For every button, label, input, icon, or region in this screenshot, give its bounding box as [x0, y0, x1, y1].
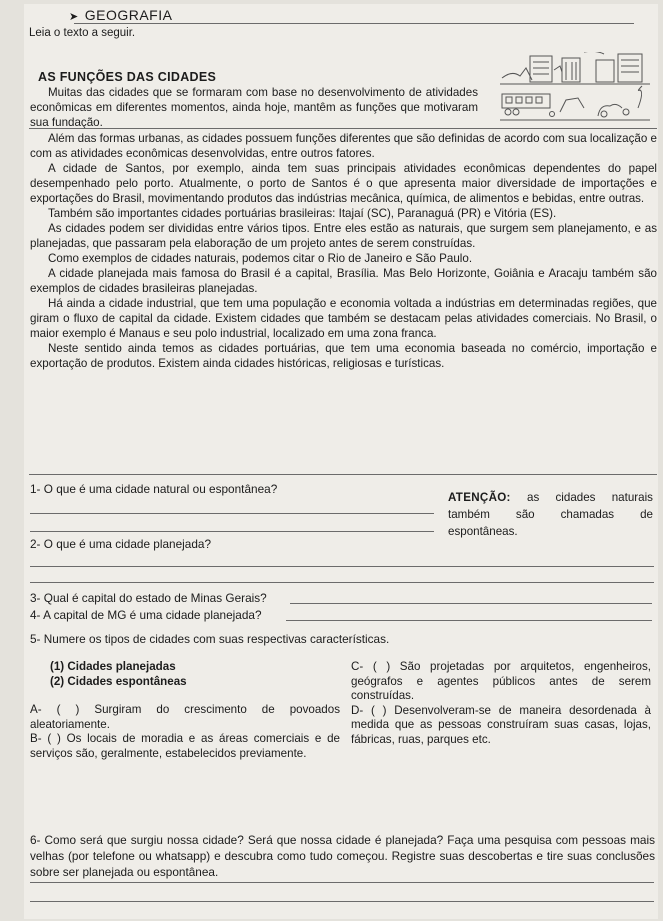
chevron-right-icon: ➤	[69, 11, 79, 23]
article-body	[30, 131, 657, 371]
answer-line-6a[interactable]	[30, 882, 654, 883]
matching-item-d[interactable]: D- ( ) Desenvolveram-se de maneira desordenada à medida que as pessoas construíram suas casas, lojas, fábricas, ruas, parques etc.	[351, 703, 651, 746]
divider	[29, 128, 657, 129]
attention-note	[448, 489, 653, 540]
answer-line-1a[interactable]	[30, 513, 434, 514]
subject-label: GEOGRAFIA	[84, 7, 173, 23]
article-paragraph: Como exemplos de cidades naturais, podemos citar o Rio de Janeiro e São Paulo.	[48, 252, 473, 265]
type-spontaneous: (2) Cidades espontâneas	[50, 674, 187, 688]
answer-line-2a[interactable]	[30, 566, 654, 567]
matching-item-c[interactable]: C- ( ) São projetadas por arquitetos, engenheiros, geógrafos e agentes públicos antes de serem construídas.	[351, 660, 651, 703]
article-paragraph: Neste sentido ainda temos as cidades portuárias, que tem uma economia baseada no comércio, importação e exportação de produtos. Existem ainda cidades históricas, religiosas e turísticas.	[30, 342, 657, 370]
answer-line-3[interactable]	[290, 603, 652, 604]
article-paragraph: Há ainda a cidade industrial, que tem uma população e economia voltada a indústrias em determinadas regiões, que giram o fluxo de capital da cidade. Existem cidades que também se destacam pelas atividades comerciais. No Brasil, o maior exemplo é Manaus e seu polo industrial, localizado em uma zona franca.	[30, 297, 657, 340]
article-title: AS FUNÇÕES DAS CIDADES	[38, 70, 217, 84]
article-paragraph: Além das formas urbanas, as cidades possuem funções diferentes que são definidas de acordo com sua localização e com as atividades econômicas desenvolvidas, entre outros fatores.	[30, 132, 657, 160]
article-paragraph: A cidade planejada mais famosa do Brasil é a capital, Brasília. Mas Belo Horizonte, Goiânia e Aracaju também são exemplos de cidades brasileiras planejadas.	[30, 267, 657, 295]
matching-item-b[interactable]: B- ( ) Os locais de moradia e as áreas comerciais e de serviços são, geralmente, estabelecidos previamente.	[30, 732, 340, 760]
attention-text: as cidades naturais também são chamadas de espontâneas.	[448, 491, 653, 538]
article-paragraph: As cidades podem ser divididas entre vários tipos. Entre eles estão as naturais, que surgem sem planejamento, e as planejadas, que passaram pela elaboração de um projeto antes de serem construídas.	[30, 222, 657, 250]
answer-line-6b[interactable]	[30, 901, 654, 902]
question-3: 3- Qual é capital do estado de Minas Gerais?	[30, 591, 267, 605]
article-top	[30, 85, 478, 130]
subject-title	[69, 7, 172, 23]
question-1: 1- O que é uma cidade natural ou espontânea?	[30, 482, 278, 496]
question-4: 4- A capital de MG é uma cidade planejada?	[30, 608, 262, 622]
answer-line-2b[interactable]	[30, 582, 654, 583]
article-paragraph: Também são importantes cidades portuárias brasileiras: Itajaí (SC), Paranaguá (PR) e Vitória (ES).	[48, 207, 557, 220]
instruction: Leia o texto a seguir.	[29, 27, 136, 39]
matching-left-column	[30, 660, 340, 762]
city-illustration	[500, 52, 650, 124]
worksheet-page	[24, 4, 658, 919]
article-paragraph: A cidade de Santos, por exemplo, ainda tem suas principais atividades econômicas dependentes do papel desempenhado pelo porto. Atualmente, o porto de Santos é o que apresenta maior diversidade de importações e exportações do Brasil, movimentando produtos das indústrias mecânica, química, de alimentos e bebidas, entre outras.	[30, 162, 657, 205]
matching-right-column	[351, 660, 651, 748]
divider	[74, 23, 634, 24]
article-paragraph: Muitas das cidades que se formaram com base no desenvolvimento de atividades econômicas em diferentes momentos, ainda hoje, mantêm as funções que motivaram sua fundação.	[30, 86, 478, 129]
question-2: 2- O que é uma cidade planejada?	[30, 537, 212, 551]
question-6: 6- Como será que surgiu nossa cidade? Será que nossa cidade é planejada? Faça uma pesquisa com pessoas mais velhas (por telefone ou whatsapp) e descubra como tudo começou. Registre suas descobertas e tire suas conclusões sobre ser planejada ou espontânea.	[30, 833, 655, 879]
type-planned: (1) Cidades planejadas	[50, 660, 176, 673]
question-5: 5- Numere os tipos de cidades com suas respectivas características.	[30, 632, 390, 646]
divider	[29, 474, 657, 475]
matching-item-a[interactable]: A- ( ) Surgiram do crescimento de povoados aleatoriamente.	[30, 703, 340, 731]
answer-line-4[interactable]	[286, 620, 652, 621]
answer-line-1b[interactable]	[30, 531, 434, 532]
attention-label: ATENÇÃO:	[448, 491, 511, 504]
